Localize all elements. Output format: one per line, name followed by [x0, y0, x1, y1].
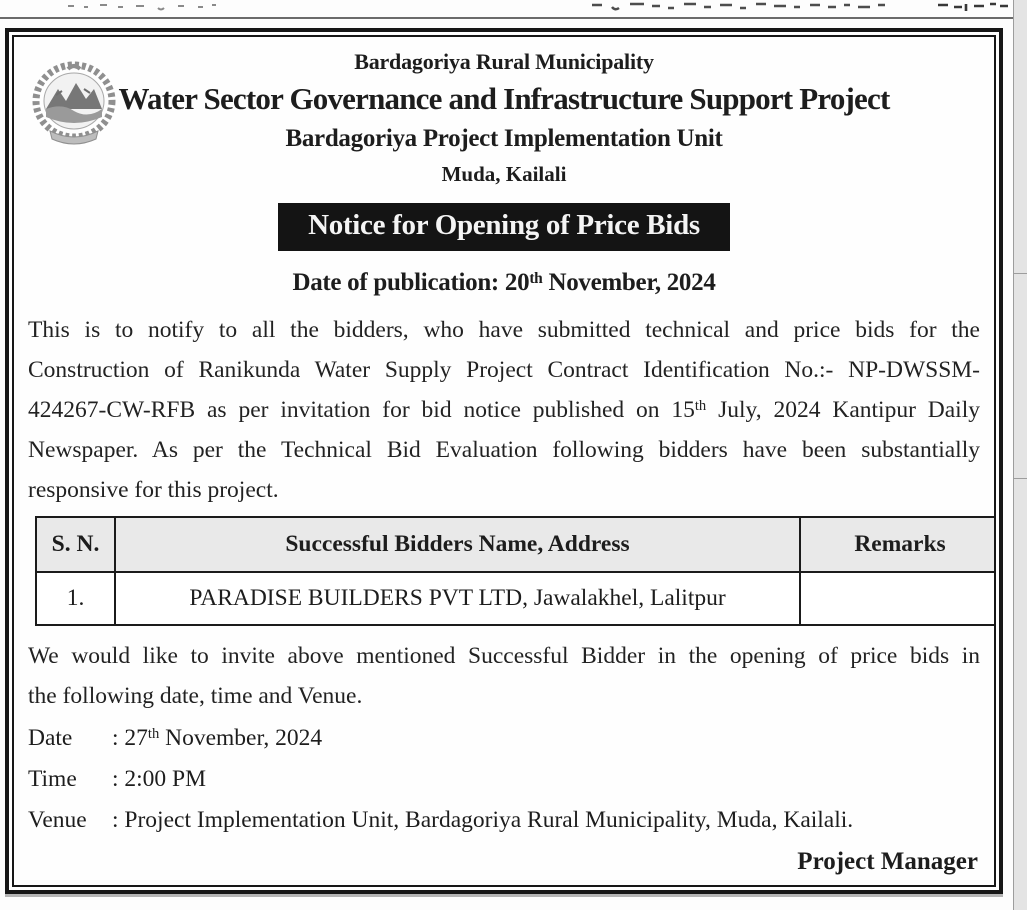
- body-line: This is to notify to all the bidders, who have submitted technical and price bids for the: [28, 317, 980, 343]
- ordinal-suffix: th: [147, 726, 160, 743]
- notice-body-paragraph: [28, 310, 980, 510]
- cell-sn: 1.: [36, 572, 115, 625]
- date-value-pre: : 27: [112, 725, 148, 751]
- table-header-row: [36, 517, 996, 572]
- publication-date-line: [28, 269, 980, 297]
- venue-label: Venue: [28, 807, 87, 833]
- venue-value: : Project Implementation Unit, Bardagoriya Rural Municipality, Muda, Kailali.: [112, 807, 854, 833]
- closing-line: the following date, time and Venue.: [28, 683, 363, 709]
- table-row: [36, 572, 996, 625]
- header-remarks: Remarks: [800, 517, 996, 572]
- body-line: responsive for this project.: [28, 477, 279, 503]
- margin-tick: [1014, 478, 1027, 479]
- clipped-newsprint-fragments: [0, 0, 1012, 16]
- notice-inner-frame: [12, 35, 996, 887]
- cell-remarks: [800, 572, 996, 625]
- publication-date-post: November, 2024: [542, 269, 716, 296]
- masthead: [28, 49, 980, 187]
- newsprint-column-rule-top: [0, 17, 1013, 19]
- signatory-title: Project Manager: [797, 848, 978, 875]
- ordinal-suffix: th: [694, 398, 707, 415]
- date-label: Date: [28, 725, 73, 751]
- location: Muda, Kailali: [441, 162, 567, 186]
- successful-bidders-table: [35, 516, 996, 626]
- body-line: Construction of Ranikunda Water Supply Project Contract Identification No.:- NP-DWSSM-: [28, 357, 980, 383]
- ordinal-suffix: th: [529, 270, 543, 288]
- schedule-time-row: [28, 759, 980, 800]
- publication-date-pre: Date of publication: 20: [292, 269, 530, 296]
- closing-line: We would like to invite above mentioned Successful Bidder in the opening of price bids in: [28, 643, 980, 669]
- header-sn: S. N.: [36, 517, 115, 572]
- municipality-name: Bardagoriya Rural Municipality: [354, 49, 654, 74]
- body-line-segment: July, 2024 Kantipur Daily: [706, 397, 980, 423]
- schedule-date-row: [28, 718, 980, 759]
- closing-paragraph: [28, 636, 980, 716]
- body-line: Newspaper. As per the Technical Bid Evaluation following bidders have been substantially: [28, 437, 980, 463]
- nepal-government-emblem-logo: [32, 59, 116, 151]
- notice-title-banner: Notice for Opening of Price Bids: [278, 203, 730, 251]
- cell-bidder-name: PARADISE BUILDERS PVT LTD, Jawalakhel, Lalitpur: [115, 572, 800, 625]
- date-value-post: November, 2024: [159, 725, 323, 751]
- notice-box: [5, 28, 1003, 894]
- banner-row: [28, 203, 980, 251]
- body-line: [28, 390, 980, 430]
- header-bidder-name: Successful Bidders Name, Address: [115, 517, 800, 572]
- newsprint-right-margin-strip: [1013, 0, 1027, 910]
- project-title: Water Sector Governance and Infrastructure Support Project: [118, 81, 890, 116]
- body-line-segment: 424267-CW-RFB as per invitation for bid notice published on 15: [28, 397, 695, 423]
- schedule-block: [28, 718, 980, 841]
- time-label: Time: [28, 766, 77, 792]
- margin-tick: [1014, 273, 1027, 274]
- implementation-unit: Bardagoriya Project Implementation Unit: [285, 125, 723, 152]
- time-value: : 2:00 PM: [112, 766, 207, 792]
- schedule-venue-row: [28, 800, 980, 841]
